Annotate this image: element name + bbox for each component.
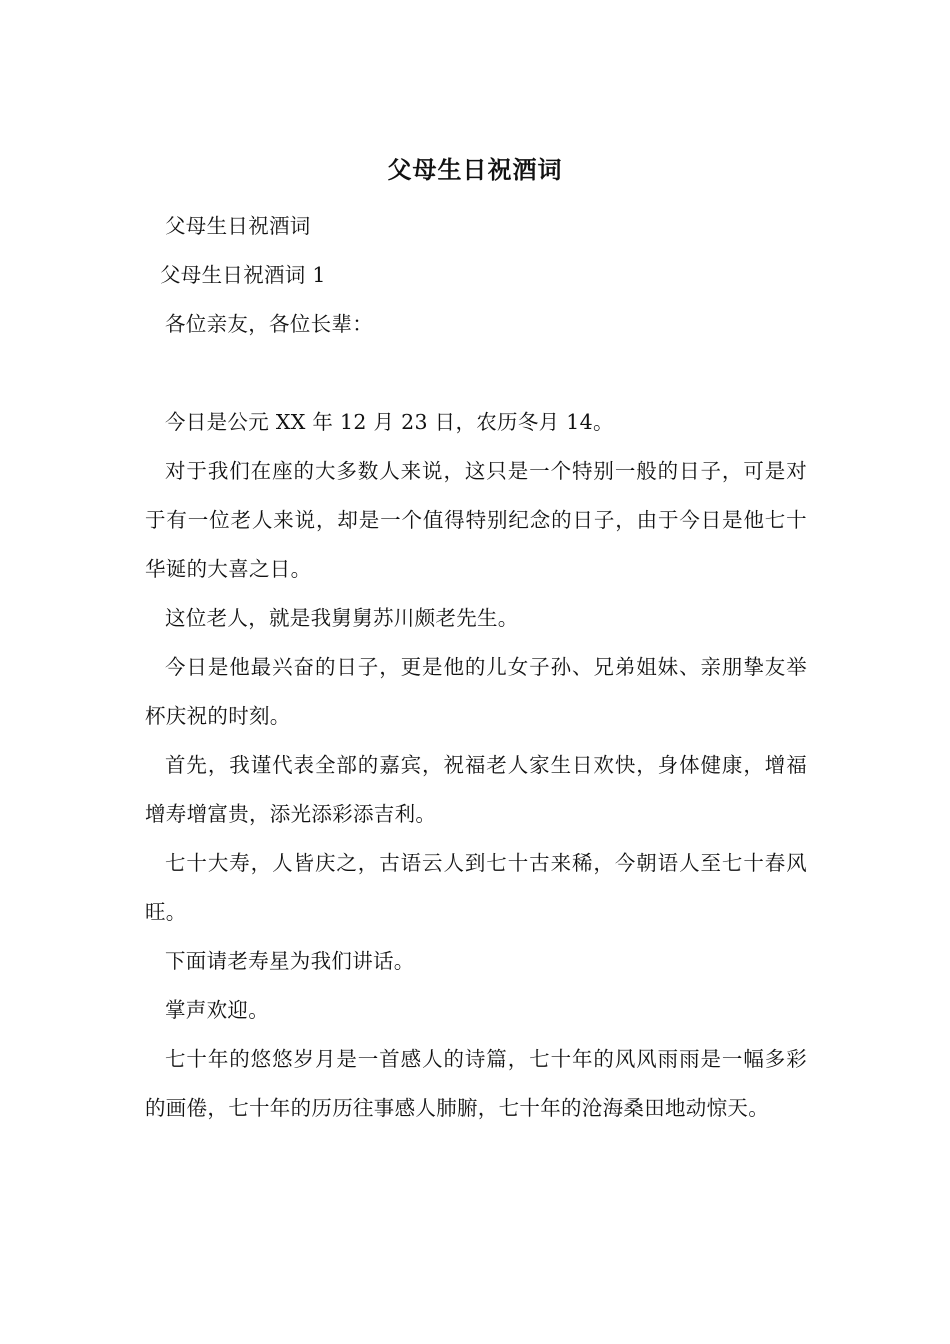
paragraph-section-heading: 父母生日祝酒词 1 bbox=[160, 263, 326, 287]
paragraph-body: 掌声欢迎。 bbox=[165, 998, 269, 1022]
paragraph-body: 首先，我谨代表全部的嘉宾，祝福老人家生日欢快，身体健康，增福增寿增富贵，添光添彩添吉利。 bbox=[145, 753, 807, 826]
document-title: 父母生日祝酒词 bbox=[387, 155, 563, 184]
paragraph-body: 七十年的悠悠岁月是一首感人的诗篇，七十年的风风雨雨是一幅多彩的画倦，七十年的历历往事感人肺腑，七十年的沧海桑田地动惊天。 bbox=[145, 1047, 807, 1120]
paragraph-body: 下面请老寿星为我们讲话。 bbox=[165, 949, 415, 973]
paragraph-salutation: 各位亲友，各位长辈： bbox=[165, 312, 373, 336]
blank-line bbox=[145, 349, 807, 398]
paragraph-body: 这位老人，就是我舅舅苏川颇老先生。 bbox=[165, 606, 519, 630]
paragraph-body: 七十大寿，人皆庆之，古语云人到七十古来稀，今朝语人至七十春风旺。 bbox=[145, 851, 807, 924]
document-body bbox=[145, 202, 807, 1133]
paragraph-body: 今日是他最兴奋的日子，更是他的儿女子孙、兄弟姐妹、亲朋挚友举杯庆祝的时刻。 bbox=[145, 655, 807, 728]
paragraph-date: 今日是公元 XX 年 12 月 23 日，农历冬月 14。 bbox=[165, 410, 614, 434]
paragraph-subtitle: 父母生日祝酒词 bbox=[165, 214, 311, 238]
paragraph-body: 对于我们在座的大多数人来说，这只是一个特别一般的日子，可是对于有一位老人来说，却是一个值得特别纪念的日子，由于今日是他七十华诞的大喜之日。 bbox=[145, 459, 807, 581]
